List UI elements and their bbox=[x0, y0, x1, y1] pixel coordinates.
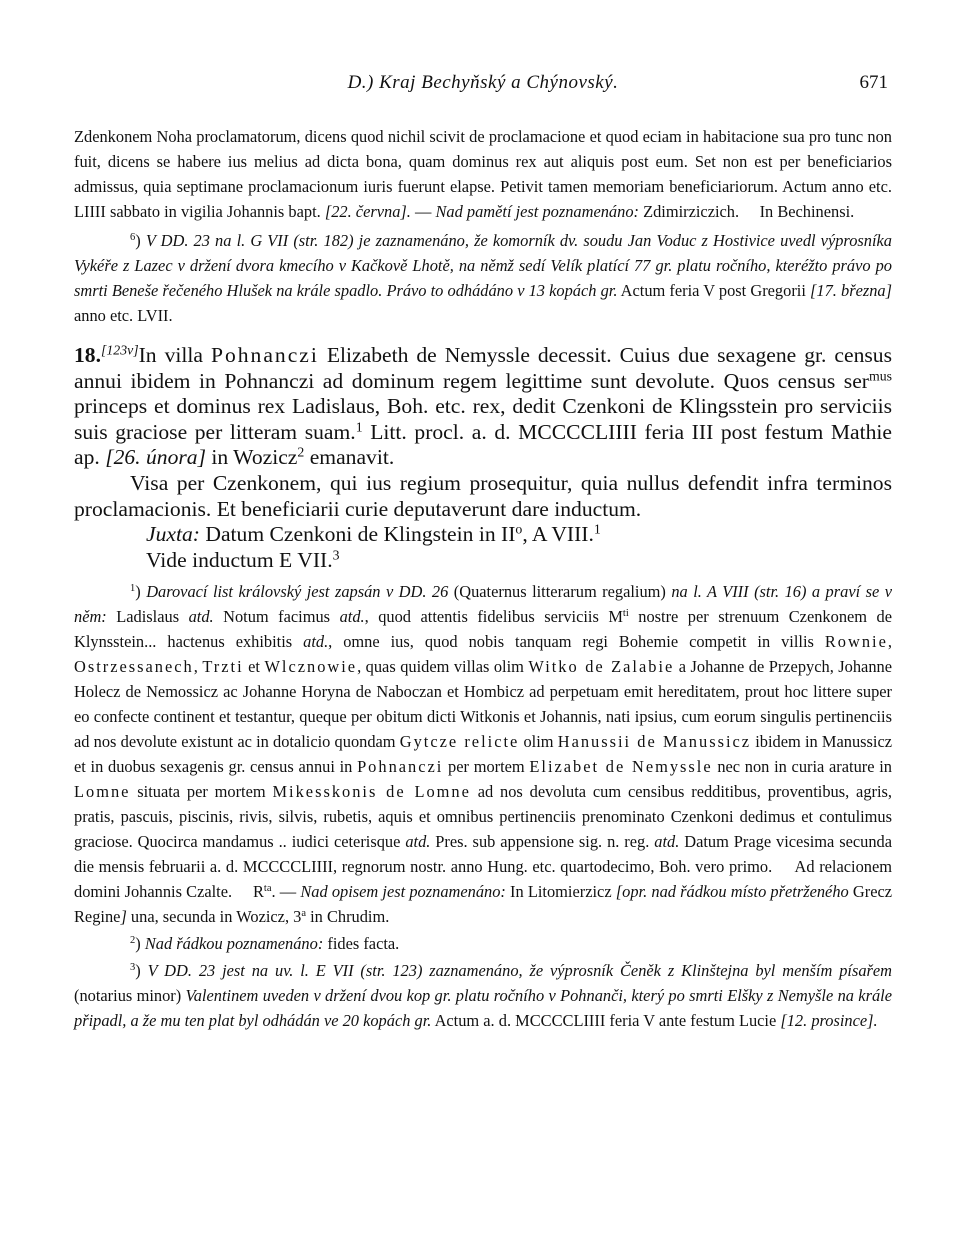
vide-text: Vide inductum E VII. bbox=[146, 547, 333, 572]
place-name-spaced: Lomne bbox=[74, 782, 131, 802]
footnote-italic: Valentinem uveden v držení dvou kop gr. platu ročního v Pohnanči, který po smrti Elšky z Nemyšle na krále připadl, a že mu ten plat byl odhádán ve 20 kopách gr. bbox=[74, 986, 892, 1031]
footnote-marker: 6 bbox=[130, 232, 136, 244]
footnote-text: Grecz Regine bbox=[74, 882, 893, 927]
superscript: ta bbox=[263, 883, 272, 895]
superscript: o bbox=[515, 521, 523, 537]
footnote-italic: na l. A VIII (str. 16) a praví se v něm: bbox=[74, 582, 893, 627]
place-name-spaced: Pohnanczi bbox=[210, 343, 319, 367]
entry-18-paragraph-2: Visa per Czenkonem, qui ius regium prosequitur, quia nullus defendit infra terminos proclamacionis. Et beneficiarii curie deputaverunt dare inductum. bbox=[74, 470, 892, 521]
footnote-text: Notum facimus bbox=[213, 607, 340, 627]
footnote-italic: V DD. 23 jest na uv. l. E VII (str. 123) zaznamenáno, že výprosník Čeněk z Klinštejna byl menším písařem bbox=[147, 961, 893, 981]
footnote-text: ad nos devoluta cum censibus redditibus, proventibus, agris, pratis, pascuis, piscinis, rivis, silvis, rubetis, aquis et omnibus pertinenciis prenominato Czenkoni dedimus et contulimus graciose. Quocirca mandamus .. iudici ceterisque bbox=[74, 782, 892, 852]
place-name-spaced: Trzti bbox=[202, 657, 244, 677]
footnote-ref: 1 bbox=[355, 419, 363, 435]
running-title: D.) Kraj Bechyňský a Chýnovský. bbox=[347, 72, 619, 93]
place-name-spaced: Pohnanczi bbox=[357, 757, 444, 777]
atd-italic: atd. bbox=[405, 832, 431, 852]
place-name-spaced: Ostrzessanech bbox=[74, 657, 194, 677]
footnote-text: , bbox=[193, 657, 203, 677]
atd-italic: atd. bbox=[188, 607, 214, 627]
footnote-italic: V DD. 23 na l. G VII (str. 182) je zaznamenáno, že komorník dv. soudu Jan Voduc z Hostivice uvedl výprosníka Vykéře z Lazec v držení dvora kmecího v Kačkově Lhotě, na němž sedí Velík platící 77 gr. platu ročního, kteréžto právo po smrti Beneše řečeného Hlušek na krále spadlo. Právo to odhádáno v 13 kopách gr. bbox=[74, 231, 892, 300]
juxta-line bbox=[146, 522, 892, 548]
footnote-1: $^1$) Darovací list královský jest zapsán v DD. 26 (Quaternus litterarum regalium) na l. A VIII (str. 16) a praví se v něm: Ladislaus atd. Notum facimus atd., quod attentis fidelibus serviciis $M^{ti}$ nostre per strenuum Czenkonem de Klynsstein... hactenus exhibitis atd., omne ius, quod nobis tanquam regi Bohemie competit in villis Rownie, Ostrzessanech, Trzti et Wlcznowie, quas quidem villas olim Witko de Zalabie a Johanne de Przepych, Johanne Holecz de Nemossicz ac Johanne Horyna de Naboczan et Hombicz ad perpetuam emit hereditatem, prout hoc littere super eo confecte continent et testantur, queque per obitum dicti Witkonis et Johannis, nati ipsius, cum eorum singulis pertinenciis ad nos devolute existunt ac in dotalicio quondam Gytcze relicte olim Hanussii de Manussicz ibidem in Manussicz et in duobus sexagenis gr. census annui in Pohnanczi per mortem Elizabet de Nemyssle nec non in curia arature in Lomne situata per mortem Mikesskonis de Lomne ad nos devoluta cum censibus redditibus, proventibus, agris, pratis, pascuis, piscinis, rivis, silvis, rubetis, aquis et omnibus pertinenciis prenominato Czenkoni dedimus et contulimus graciose. Quocirca mandamus .. iudici ceterisque atd. Pres. sub appensione sig. n. reg. atd. Datum Prage vicesima secunda die mensis februarii a. d. MCCCCLIIII, regnorum nostr. anno Hung. etc. quartodecimo, Boh. vero primo. Ad relacionem domini Johannis Czalte. $R^{ta}$. — Nad opisem jest poznamenáno: In Litomierzicz [opr. nad řádkou místo přetrženého Grecz Regine] una, secunda in Wozicz, 3$^a$ in Chrudim. bbox=[74, 582, 897, 927]
footnote-text: una, secunda in Wozicz, 3 bbox=[126, 907, 302, 927]
vide-line bbox=[146, 548, 892, 574]
footnote-text: anno etc. LVII. bbox=[74, 306, 173, 325]
footnote-text: , quas quidem villas olim bbox=[357, 657, 529, 677]
footnote-text: et bbox=[243, 657, 265, 677]
footnote-marker: 3 bbox=[130, 962, 136, 974]
footnote-text: (notarius minor) bbox=[74, 986, 186, 1006]
footnote-text: , quod attentis fidelibus serviciis M bbox=[364, 607, 623, 627]
footnote-text: . — bbox=[271, 882, 301, 902]
running-header bbox=[74, 72, 892, 102]
footnote-text: Ladislaus bbox=[106, 607, 189, 627]
footnote-italic: Nad opisem jest poznamenáno: bbox=[300, 882, 506, 902]
footnote-marker: 1 bbox=[130, 583, 136, 595]
footnote-text: situata per mortem bbox=[130, 782, 273, 802]
footnote-text: Actum feria V post Gregorii bbox=[617, 281, 811, 300]
footnote-italic: [opr. nad řádkou místo přetrženého bbox=[615, 882, 849, 902]
footnote-italic: Darovací list královský jest zapsán v DD. 26 bbox=[146, 582, 449, 602]
person-name-spaced: Elizabet de Nemyssle bbox=[529, 757, 713, 777]
footnote-text: olim bbox=[519, 732, 558, 752]
entry-text: emanavit. bbox=[304, 445, 395, 470]
footnote-text: in Chrudim. bbox=[306, 907, 390, 927]
person-name-spaced: Hanussii de Manussicz bbox=[557, 732, 752, 752]
footnote-text: , omne ius, quod nobis tanquam regi Bohemie competit in villis bbox=[328, 632, 825, 652]
superscript: a bbox=[301, 908, 307, 920]
footnote-ref: 1 bbox=[593, 521, 601, 537]
entry-text: in Wozicz bbox=[205, 445, 298, 470]
note-italic: Nad pamětí jest poznamenáno: bbox=[435, 202, 639, 221]
superscript: mus bbox=[868, 368, 892, 383]
juxta-label: Juxta: bbox=[146, 522, 200, 547]
entry-text: Elizabeth de Nemyssle decessit. Cuius due sexagene gr. census annui ibidem in Pohnanczi ad dominum regem legittime sunt devolute. Quos census ser bbox=[74, 343, 892, 393]
person-name-spaced: Mikesskonis de Lomne bbox=[272, 782, 471, 802]
juxta-text: , A VIII. bbox=[522, 522, 594, 547]
footnote-text: In Litomierzicz bbox=[505, 882, 616, 902]
footnote-italic: Nad řádkou poznamenáno: bbox=[144, 934, 324, 954]
superscript: ti bbox=[622, 608, 629, 620]
paragraph-text: Zdimirziczich. In Bechinensi. bbox=[638, 202, 855, 221]
date-italic: [12. prosince]. bbox=[780, 1011, 878, 1031]
entry-text: In villa bbox=[138, 343, 211, 367]
footnote-text: nec non in curia arature in bbox=[712, 757, 892, 777]
footnote-text: per mortem bbox=[443, 757, 530, 777]
place-name-spaced: Rownie bbox=[824, 632, 888, 652]
folio-marker: [123v] bbox=[101, 342, 139, 358]
page bbox=[74, 72, 897, 1033]
person-name-spaced: Gytcze relicte bbox=[399, 732, 520, 752]
entry-text: Litt. procl. a. d. MCCCCLIIII feria III post festum Mathie ap. bbox=[74, 419, 893, 470]
footnote-2: $^2$) Nad řádkou poznamenáno: fides facta. bbox=[130, 934, 400, 954]
footnote-3: $^3$) V DD. 23 jest na uv. l. E VII (str. 123) zaznamenáno, že výprosník Čeněk z Klinštejna byl menším písařem (notarius minor) Valentinem uveden v držení dvou kop gr. platu ročního v Pohnanči, který po smrti Elšky z Nemyšle na krále připadl, a že mu ten plat byl odhádán ve 20 kopách gr. Actum a. d. MCCCCLIIII feria V ante festum Lucie [12. prosince]. bbox=[74, 961, 893, 1031]
date-italic: [22. června]. bbox=[324, 202, 411, 221]
place-name-spaced: Wlcznowie bbox=[264, 657, 358, 677]
footnote-text: Actum a. d. MCCCCLIIII feria V ante festum Lucie bbox=[431, 1011, 781, 1031]
footnote-text: Datum Prage vicesima secunda die mensis februarii a. d. MCCCCLIIII, regnorum nostr. anno Hung. etc. quartodecimo, Boh. vero primo. Ad relacionem domini Johannis Czalte. R bbox=[74, 832, 897, 902]
entry-number: 18. bbox=[74, 343, 101, 367]
date-italic: [26. února] bbox=[105, 445, 206, 470]
footnote-text: a Johanne de Przepych, Johanne Holecz de Nemossicz ac Johanne Horyna de Naboczan et Hombicz ad perpetuam emit hereditatem, prout hoc littere super eo confecte continent et testantur, queque per obitum dicti Witkonis et Johannis, nati ipsius, cum eorum singulis pertinenciis ad nos devolute existunt ac in dotalicio quondam bbox=[74, 657, 892, 752]
dash: — bbox=[410, 202, 436, 221]
continued-paragraph bbox=[74, 124, 892, 224]
footnote-ref: 2 bbox=[297, 444, 305, 460]
juxta-text: Datum Czenkoni de Klingstein in II bbox=[199, 522, 516, 547]
atd-italic: atd. bbox=[654, 832, 680, 852]
footnote-text: (Quaternus litterarum regalium) bbox=[448, 582, 672, 602]
footnote-text: nostre per strenuum Czenkonem de Klynsstein... hactenus exhibitis bbox=[74, 607, 893, 652]
footnote-marker: 2 bbox=[130, 935, 136, 947]
entry-18 bbox=[74, 343, 892, 471]
atd-italic: atd. bbox=[303, 632, 329, 652]
page-number: 671 bbox=[859, 72, 888, 93]
footnote-text: Pres. sub appensione sig. n. reg. bbox=[430, 832, 655, 852]
footnote-italic: ] bbox=[120, 907, 127, 927]
footnote-6: $^6$) V DD. 23 na l. G VII (str. 182) je zaznamenáno, že komorník dv. soudu Jan Voduc z Hostivice uvedl výprosníka Vykéře z Lazec v držení dvora kmecího v Kačkově Lhotě, na němž sedí Velík platící 77 gr. platu ročního, kteréžto právo po smrti Beneše řečeného Hlušek na krále spadlo. Právo to odhádáno v 13 kopách gr. Actum feria V post Gregorii [17. března] anno etc. LVII. bbox=[74, 231, 893, 325]
footnote-text: fides facta. bbox=[323, 934, 400, 954]
person-name-spaced: Witko de Zalabie bbox=[528, 657, 675, 677]
entry-text: princeps et dominus rex Ladislaus, Boh. etc. rex, dedit Czenkoni de Klingsstein pro serviciis suis graciose per litteram suam. bbox=[74, 394, 892, 444]
paragraph-text: Zdenkonem Noha proclamatorum, dicens quod nichil scivit de proclamacione et quod eciam in habitacione sua pro tunc non fuit, dicens se habere ius melius ad dicta bona, quam dominus rex aut aliquis post eum. Set non est per beneficiarios admissus, quia septimane proclamacionum iuris fuerunt elapse. Petivit tamen memoriam beneficiariorum. Actum anno etc. LIIII sabbato in vigilia Johannis bapt. bbox=[74, 127, 892, 221]
footnote-ref: 3 bbox=[332, 547, 340, 563]
footnote-text: , bbox=[887, 632, 892, 652]
footnote-text: ibidem in Manussicz et in duobus sexagenis gr. census annui in bbox=[74, 732, 893, 777]
atd-italic: atd. bbox=[339, 607, 365, 627]
date-italic: [17. března] bbox=[810, 281, 893, 300]
